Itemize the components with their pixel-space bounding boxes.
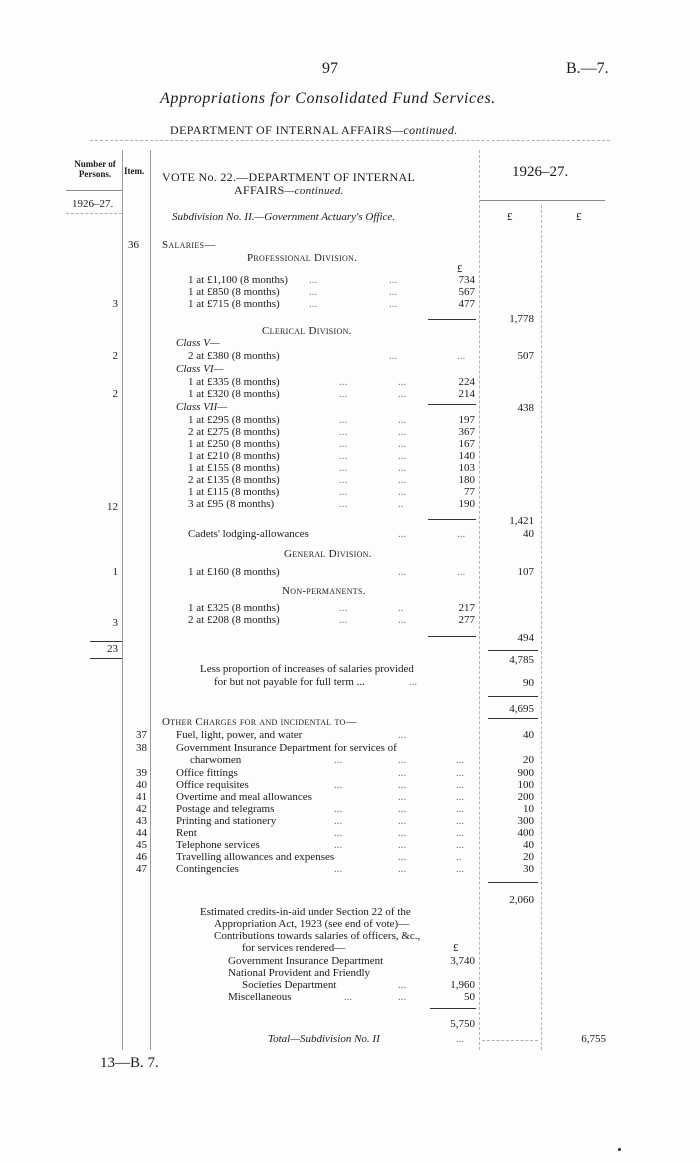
credit-amount: 1,960	[450, 979, 475, 991]
other-charge-description: Printing and stationery	[176, 815, 277, 827]
sum-rule	[488, 650, 538, 651]
row-description: 1 at £335 (8 months)	[188, 376, 280, 388]
credits-pound-sign: £	[453, 942, 459, 954]
row-description: Cadets' lodging-allowances	[188, 528, 309, 540]
sum-rule	[430, 1008, 476, 1009]
non-permanents-total: 494	[517, 632, 534, 644]
leader-dots: ...	[456, 1033, 465, 1045]
leader-dots: ...	[398, 815, 407, 827]
leader-dots: ...	[398, 767, 407, 779]
column-divider-persons	[122, 150, 123, 1050]
non-permanents-heading: Non-permanents.	[282, 585, 366, 597]
leader-dots: ...	[456, 791, 465, 803]
subdivision-heading: Subdivision No. II.—Government Actuary's Office.	[172, 211, 396, 223]
leader-dots: ...	[334, 815, 343, 827]
item-number: 39	[136, 767, 147, 779]
corner-dot	[618, 1148, 621, 1151]
amount-pound-sign: £	[507, 211, 513, 223]
row-description: 1 at £155 (8 months)	[188, 462, 280, 474]
vote-title-continuation	[234, 184, 344, 197]
department-heading	[170, 124, 458, 136]
persons-count: 2	[112, 388, 118, 400]
leader-dots: ...	[398, 839, 407, 851]
row-description: 1 at £320 (8 months)	[188, 388, 280, 400]
item-number: 47	[136, 863, 147, 875]
leader-dots: ...	[456, 815, 465, 827]
row-amount: 734	[458, 274, 475, 286]
item-number: 37	[136, 729, 147, 741]
leader-dots: ...	[398, 803, 407, 815]
leader-dots: ...	[456, 767, 465, 779]
professional-pound-sign: £	[457, 263, 463, 275]
leader-dots: ...	[456, 779, 465, 791]
sum-rule	[488, 718, 538, 719]
row-description: 1 at £1,100 (8 months)	[188, 274, 288, 286]
header-rule	[90, 140, 610, 141]
row-description: 1 at £715 (8 months)	[188, 298, 280, 310]
amount-year-header: 1926–27.	[512, 164, 569, 180]
credit-description: Societies Department	[242, 979, 337, 991]
subdivision-total-label: Total—Subdivision No. II	[268, 1033, 380, 1045]
leader-dots: ...	[398, 779, 407, 791]
credit-amount: 3,740	[450, 955, 475, 967]
other-charge-amount: 100	[517, 779, 534, 791]
page-number: 97	[322, 60, 338, 77]
sum-rule	[488, 882, 538, 883]
leader-dots: ...	[398, 991, 407, 1003]
other-charge-amount: 200	[517, 791, 534, 803]
item-number: 41	[136, 791, 147, 803]
sum-rule	[428, 519, 476, 520]
subtotal-pound-sign: £	[576, 211, 582, 223]
leader-dots: ..	[456, 851, 462, 863]
persons-count: 12	[107, 501, 118, 513]
row-amount: 224	[458, 376, 475, 388]
persons-year-rule	[66, 213, 122, 214]
row-amount: 103	[458, 462, 475, 474]
leader-dots: ...	[398, 754, 407, 766]
row-description: 2 at £275 (8 months)	[188, 426, 280, 438]
credit-description: Miscellaneous	[228, 991, 292, 1003]
credits-text-1: Estimated credits-in-aid under Section 22 of the	[200, 906, 411, 918]
leader-dots: ...	[334, 754, 343, 766]
other-charge-amount: 300	[517, 815, 534, 827]
vote-title-affairs: AFFAIRS	[234, 183, 285, 197]
other-charge-amount: 40	[523, 729, 534, 741]
salaries-subtotal: 4,785	[509, 654, 534, 666]
salaries-net-total: 4,695	[509, 703, 534, 715]
less-proportion-continuation: for but not payable for full term ...	[214, 676, 365, 688]
class-vii-label: Class VII—	[176, 401, 228, 413]
item-number-36: 36	[128, 239, 139, 251]
less-proportion-text-2: for but not payable for full term ... ...	[214, 676, 418, 688]
row-amount: 277	[458, 614, 475, 626]
other-charge-description: Government Insurance Department for services of	[176, 742, 397, 754]
item-column-header: Item.	[124, 166, 145, 176]
less-proportion-text: Less proportion of increases of salaries provided	[200, 663, 414, 675]
row-amount: 477	[458, 298, 475, 310]
leader-dots: ...	[398, 827, 407, 839]
leader-dots: ...	[344, 991, 353, 1003]
persons-column-header: Number of Persons.	[74, 159, 116, 179]
sum-rule	[428, 319, 476, 320]
persons-count: 3	[112, 617, 118, 629]
professional-division-heading: Professional Division.	[247, 252, 358, 264]
credit-amount: 50	[464, 991, 475, 1003]
other-charge-description: Contingencies	[176, 863, 239, 875]
row-description: 2 at £208 (8 months)	[188, 614, 280, 626]
credits-total: 5,750	[450, 1018, 475, 1030]
item-number: 38	[136, 742, 147, 754]
row-description: 1 at £295 (8 months)	[188, 414, 280, 426]
sum-rule	[428, 404, 476, 405]
leader-dots: ...	[398, 791, 407, 803]
document-reference: B.—7.	[566, 60, 609, 77]
row-amount: 180	[458, 474, 475, 486]
class-vii-total: 1,421	[509, 515, 534, 527]
other-charge-description: Telephone services	[176, 839, 260, 851]
salaries-heading: Salaries—	[162, 239, 216, 251]
leader-dots: ...	[334, 779, 343, 791]
vote-title: VOTE No. 22.—DEPARTMENT OF INTERNAL	[162, 170, 416, 184]
row-amount: 77	[464, 486, 475, 498]
cadets-total: 40	[523, 528, 534, 540]
credits-text-4: for services rendered—	[242, 942, 346, 954]
persons-count: 1	[112, 566, 118, 578]
total-leader-rule	[482, 1040, 538, 1041]
other-charge-description: Fuel, light, power, and water	[176, 729, 303, 741]
row-description: 1 at £210 (8 months)	[188, 450, 280, 462]
leader-dots: ...	[456, 827, 465, 839]
leader-dots: ...	[398, 863, 407, 875]
persons-sum-rule	[90, 641, 122, 642]
leader-dots: ...	[398, 851, 407, 863]
row-description: 3 at £95 (8 months)	[188, 498, 275, 510]
other-charge-amount: 40	[523, 839, 534, 851]
class-vi-total: 438	[517, 402, 534, 414]
clerical-division-heading: Clerical Division.	[262, 325, 352, 337]
item-number: 44	[136, 827, 147, 839]
leader-dots: ...	[456, 839, 465, 851]
row-amount: 367	[458, 426, 475, 438]
leader-dots: ...	[334, 863, 343, 875]
credits-text-2: Appropriation Act, 1923 (see end of vote)—	[214, 918, 410, 930]
row-description: 1 at £160 (8 months)	[188, 566, 280, 578]
credit-description: National Provident and Friendly	[228, 967, 371, 979]
leader-dots: ...	[456, 803, 465, 815]
sum-rule	[488, 696, 538, 697]
other-charge-description: charwomen	[190, 754, 242, 766]
department-name: DEPARTMENT OF INTERNAL AFFAIRS	[170, 123, 393, 137]
persons-total-rule	[90, 658, 122, 659]
leader-dots: ...	[334, 827, 343, 839]
other-charge-description: Postage and telegrams	[176, 803, 275, 815]
credit-description: Government Insurance Department	[228, 955, 384, 967]
persons-header-rule	[66, 190, 122, 191]
row-description: 1 at £115 (8 months)	[188, 486, 280, 498]
item-number: 40	[136, 779, 147, 791]
item-number: 45	[136, 839, 147, 851]
subdivision-total-amount: 6,755	[581, 1033, 606, 1045]
column-divider-item	[150, 150, 151, 1050]
other-charge-description: Rent	[176, 827, 197, 839]
item-number: 42	[136, 803, 147, 815]
row-amount: 197	[458, 414, 475, 426]
row-amount: 190	[458, 498, 475, 510]
row-description: 1 at £250 (8 months)	[188, 438, 280, 450]
signature-mark: 13—B. 7.	[100, 1055, 159, 1071]
item-number: 43	[136, 815, 147, 827]
other-charge-description: Travelling allowances and expenses	[176, 851, 335, 863]
row-description: 2 at £380 (8 months)	[188, 350, 280, 362]
general-division-heading: General Division.	[284, 548, 372, 560]
sum-rule	[428, 636, 476, 637]
row-amount: 167	[458, 438, 475, 450]
row-amount: 567	[458, 286, 475, 298]
persons-count: 3	[112, 298, 118, 310]
class-v-total: 507	[517, 350, 534, 362]
leader-dots: ...	[334, 803, 343, 815]
column-divider-subtotal	[541, 205, 542, 1050]
other-charge-amount: 30	[523, 863, 534, 875]
other-charges-total: 2,060	[509, 894, 534, 906]
other-charge-description: Office requisites	[176, 779, 249, 791]
row-amount: 214	[458, 388, 475, 400]
class-vi-label: Class VI—	[176, 363, 224, 375]
other-charge-amount: 20	[523, 851, 534, 863]
other-charge-amount: 20	[523, 754, 534, 766]
leader-dots: ...	[398, 729, 407, 741]
other-charges-heading: Other Charges for and incidental to—	[162, 716, 357, 728]
column-divider-amount	[479, 150, 480, 1050]
row-description: 1 at £325 (8 months)	[188, 602, 280, 614]
amount-header-rule	[480, 200, 605, 201]
row-amount: 217	[458, 602, 475, 614]
leader-dots: ...	[456, 754, 465, 766]
row-description: 2 at £135 (8 months)	[188, 474, 280, 486]
leader-dots: ...	[456, 863, 465, 875]
leader-dots: ...	[334, 839, 343, 851]
row-description: 1 at £850 (8 months)	[188, 286, 280, 298]
total-persons: 23	[107, 643, 118, 655]
other-charge-amount: 10	[523, 803, 534, 815]
credits-text-3: Contributions towards salaries of officers, &c.,	[214, 930, 421, 942]
general-total: 107	[517, 566, 534, 578]
department-continued: —continued.	[392, 123, 458, 137]
class-v-label: Class V—	[176, 337, 220, 349]
less-proportion-amount: 90	[523, 677, 534, 689]
persons-year-header: 1926–27.	[72, 198, 114, 210]
page-title: Appropriations for Consolidated Fund Services.	[160, 90, 496, 107]
other-charge-description: Office fittings	[176, 767, 238, 779]
persons-count: 2	[112, 350, 118, 362]
other-charge-description: Overtime and meal allowances	[176, 791, 312, 803]
vote-title-continued: —continued.	[284, 185, 344, 197]
other-charge-amount: 400	[517, 827, 534, 839]
item-number: 46	[136, 851, 147, 863]
other-charge-amount: 900	[517, 767, 534, 779]
row-amount: 140	[458, 450, 475, 462]
leader-dots: ...	[398, 979, 407, 991]
professional-total: 1,778	[509, 313, 534, 325]
